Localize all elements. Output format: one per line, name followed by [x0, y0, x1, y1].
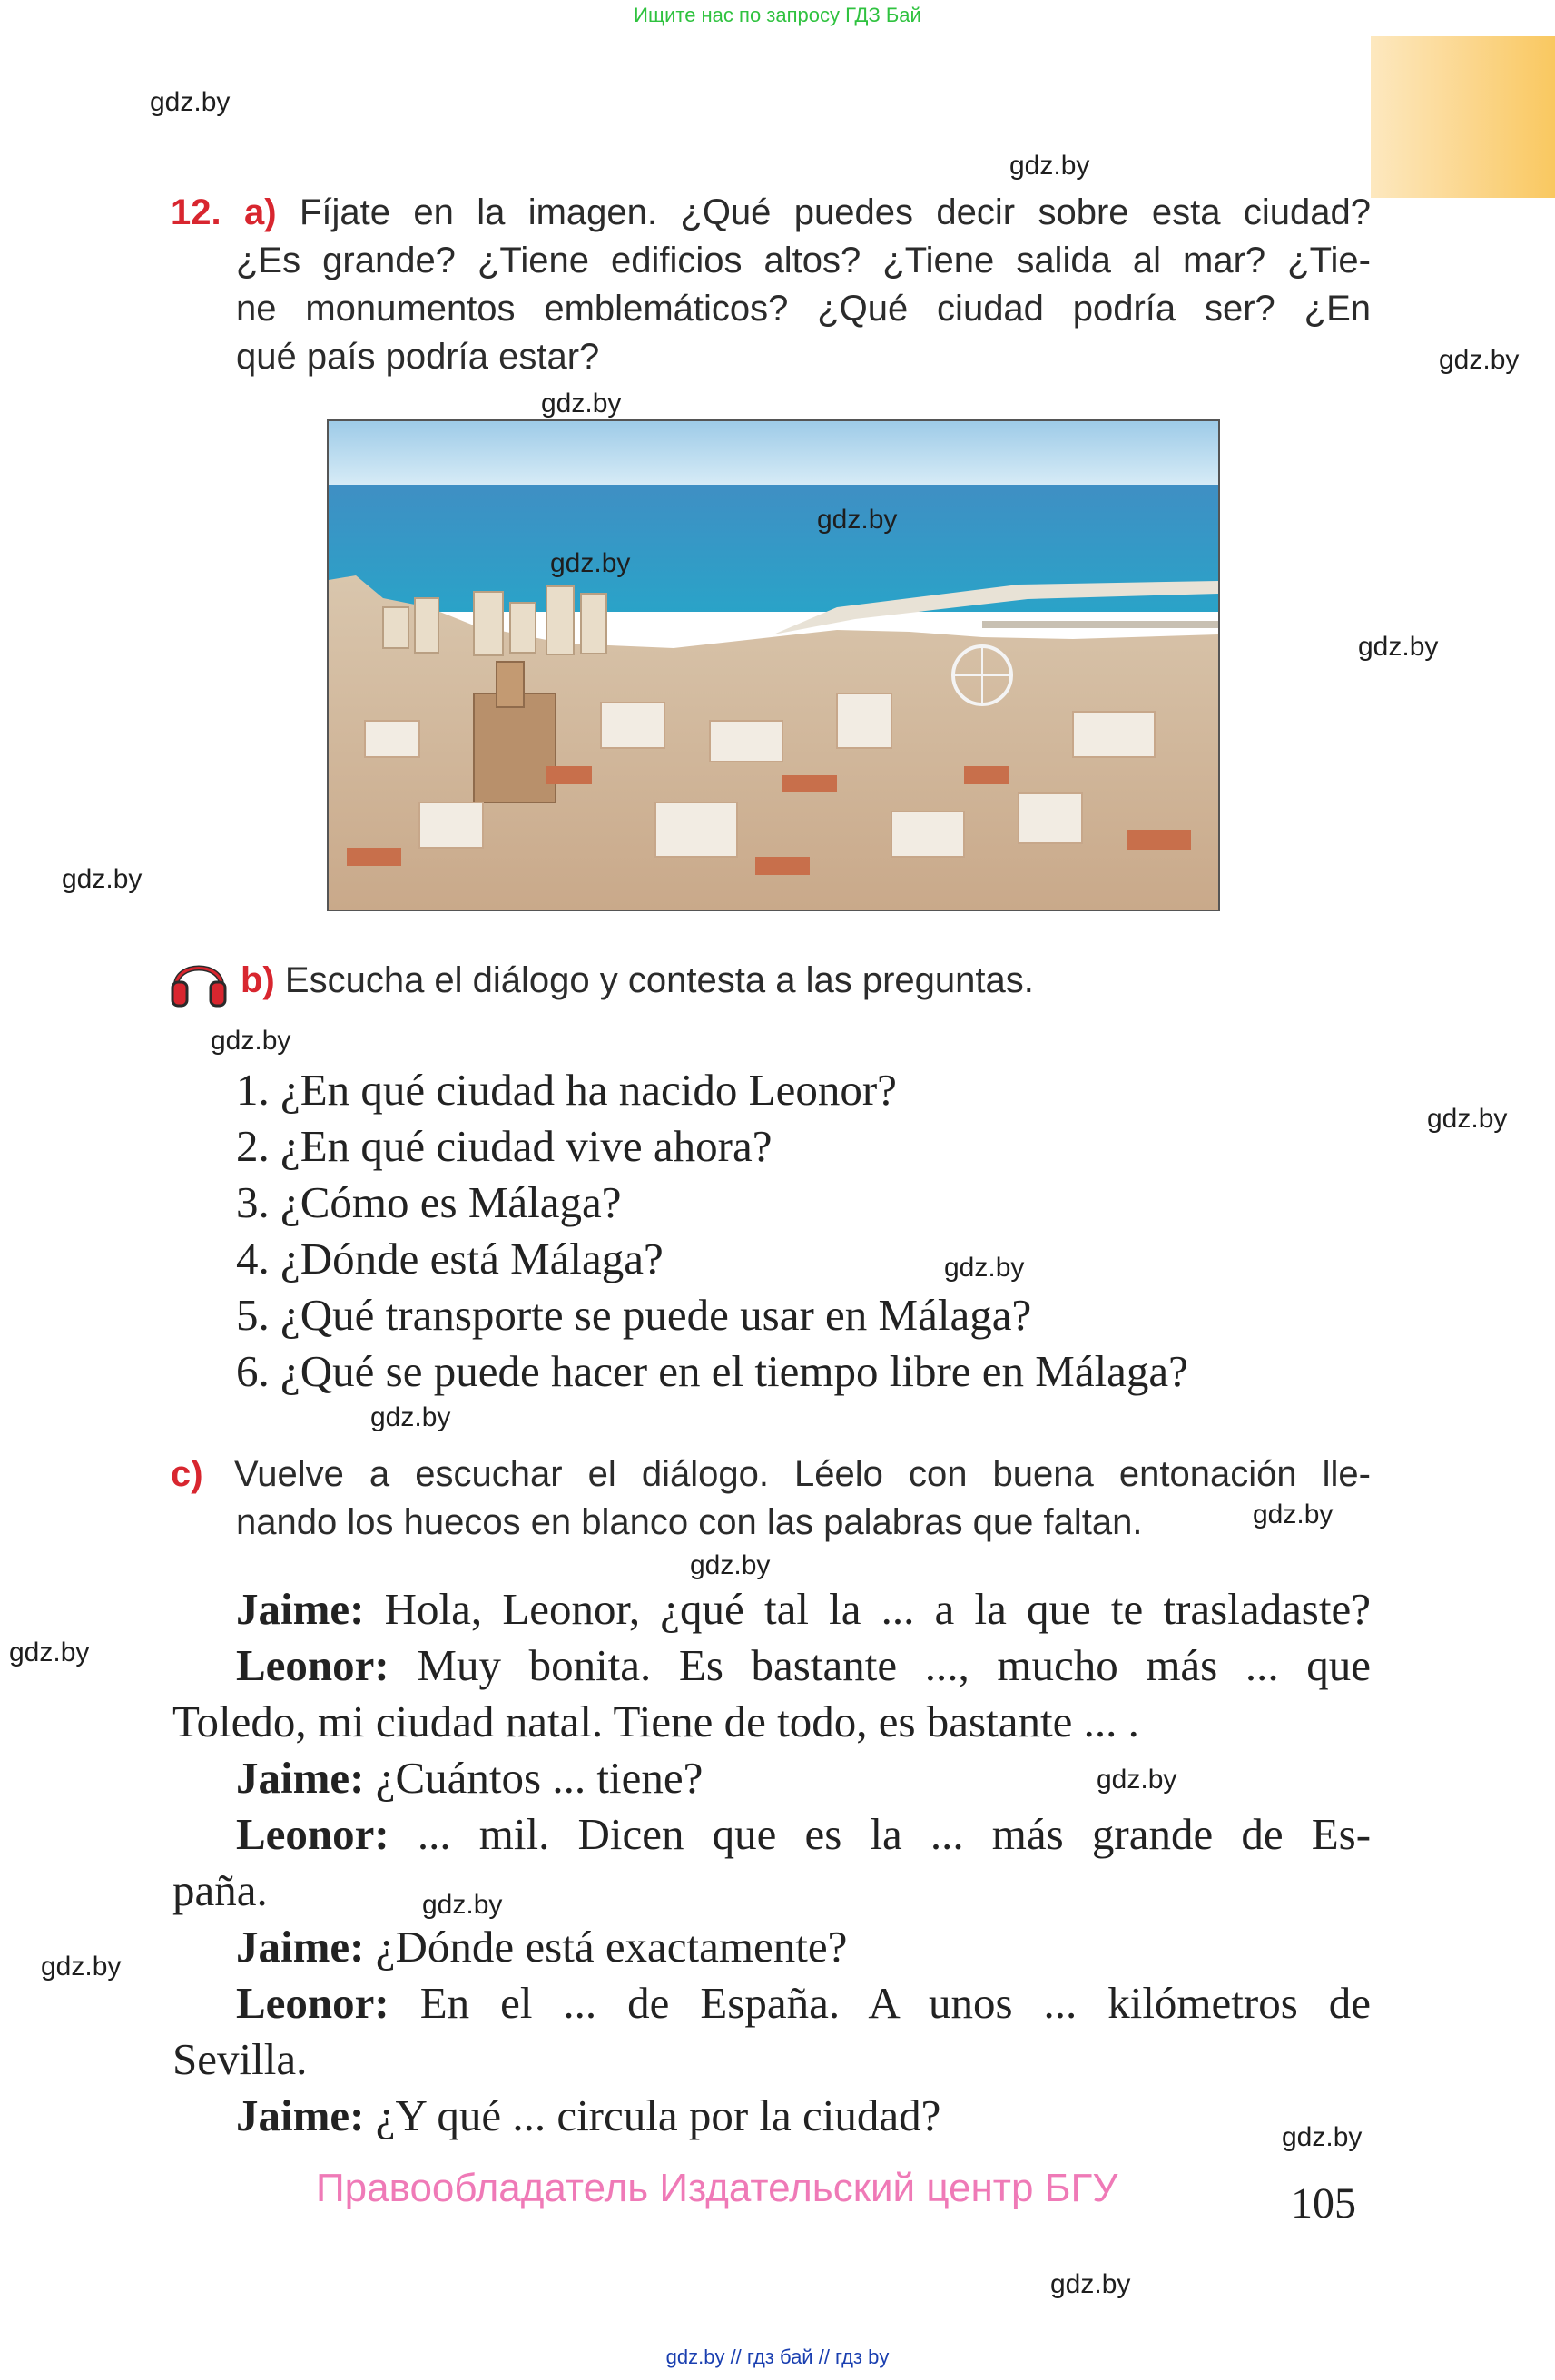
speaker-leonor: Leonor:	[236, 1809, 389, 1859]
headphones-icon	[169, 949, 229, 1009]
part-c-line: Vuelve a escuchar el diálogo. Léelo con buena entonación lle-	[234, 1454, 1371, 1494]
speaker-jaime: Jaime:	[236, 1922, 365, 1972]
watermark: gdz.by	[422, 1890, 503, 1920]
watermark: gdz.by	[9, 1637, 90, 1667]
dialogue-text: ... mil. Dicen que es la ... más grande de Es-	[417, 1809, 1372, 1859]
dialogue-text: En el ... de España. A unos ... kilómetros de	[419, 1978, 1372, 2028]
dialogue-line	[236, 1581, 1371, 1637]
dialogue	[172, 1581, 1371, 2144]
dialogue-text: Hola, Leonor, ¿qué tal la ... a la que te trasladaste?	[384, 1584, 1371, 1634]
watermark: gdz.by	[1009, 151, 1090, 181]
dialogue-line	[236, 1637, 1371, 1694]
part-b-label: b)	[241, 960, 275, 1000]
watermark: gdz.by	[1439, 345, 1520, 375]
speaker-jaime: Jaime:	[236, 1584, 365, 1634]
question-item: 1. ¿En qué ciudad ha nacido Leonor?	[236, 1065, 897, 1115]
watermark: gdz.by	[550, 548, 631, 578]
question-item: 3. ¿Cómo es Málaga?	[236, 1177, 622, 1227]
part-a-line: Fíjate en la imagen. ¿Qué puedes decir sobre esta ciudad?	[299, 192, 1371, 232]
part-a-line: ne monumentos emblemáticos? ¿Qué ciudad podría ser? ¿En	[236, 289, 1371, 329]
dialogue-line	[236, 1975, 1371, 2031]
top-banner[interactable]: Ищите нас по запросу ГДЗ Бай	[634, 4, 921, 26]
dialogue-text: Muy bonita. Es bastante ..., mucho más ... que	[417, 1640, 1371, 1690]
watermark: gdz.by	[1427, 1104, 1508, 1134]
watermark: gdz.by	[370, 1402, 451, 1432]
dialogue-line	[236, 1919, 1371, 1975]
copyright-footer: Правообладатель Издательский центр БГУ	[316, 2166, 1118, 2210]
question-item: 5. ¿Qué transporte se puede usar en Málaga?	[236, 1290, 1032, 1340]
dialogue-text: ¿Y qué ... circula por la ciudad?	[375, 2090, 941, 2140]
speaker-leonor: Leonor:	[236, 1640, 389, 1690]
part-a-line: ¿Es grande? ¿Tiene edificios altos? ¿Tiene salida al mar? ¿Tie-	[236, 241, 1371, 280]
corner-color-tab	[1371, 36, 1555, 198]
exercise-number: 12.	[171, 192, 221, 232]
part-c-label: c)	[171, 1454, 203, 1494]
dialogue-line: Toledo, mi ciudad natal. Tiene de todo, es bastante ... .	[172, 1696, 1139, 1746]
dialogue-line: Sevilla.	[172, 2034, 308, 2084]
watermark: gdz.by	[1358, 632, 1439, 662]
bottom-links[interactable]: gdz.by // гдз бай // гдз by	[665, 2346, 890, 2368]
watermark: gdz.by	[1253, 1500, 1334, 1529]
watermark: gdz.by	[1050, 2269, 1131, 2299]
question-item: 4. ¿Dónde está Málaga?	[236, 1234, 664, 1283]
part-b-text: Escucha el diálogo y contesta a las preguntas.	[284, 960, 1034, 1000]
speaker-leonor: Leonor:	[236, 1978, 389, 2028]
watermark: gdz.by	[541, 388, 622, 418]
part-c-line: nando los huecos en blanco con las palabras que faltan.	[236, 1502, 1143, 1542]
dialogue-line	[236, 1806, 1371, 1863]
dialogue-line	[236, 1750, 1371, 1806]
watermark: gdz.by	[211, 1026, 291, 1056]
watermark: gdz.by	[944, 1253, 1025, 1283]
watermark: gdz.by	[150, 87, 231, 117]
speaker-jaime: Jaime:	[236, 2090, 365, 2140]
part-c-instruction	[171, 1451, 1371, 1547]
question-item: 2. ¿En qué ciudad vive ahora?	[236, 1121, 773, 1171]
exercise-12a	[171, 189, 1371, 381]
question-item: 6. ¿Qué se puede hacer en el tiempo libre en Málaga?	[236, 1346, 1188, 1396]
dialogue-text: ¿Dónde está exactamente?	[375, 1922, 848, 1972]
watermark: gdz.by	[817, 505, 898, 535]
dialogue-line: paña.	[172, 1865, 268, 1915]
dialogue-line	[236, 2088, 1371, 2144]
watermark: gdz.by	[62, 864, 143, 894]
speaker-jaime: Jaime:	[236, 1753, 365, 1803]
watermark: gdz.by	[690, 1550, 771, 1580]
watermark: gdz.by	[1282, 2122, 1363, 2152]
part-a-line: qué país podría estar?	[236, 337, 600, 377]
page-number: 105	[1291, 2179, 1356, 2228]
watermark: gdz.by	[41, 1952, 122, 1982]
watermark: gdz.by	[1097, 1765, 1177, 1795]
part-a-label: a)	[243, 192, 277, 232]
city-photo	[327, 419, 1220, 911]
part-b-instruction	[241, 957, 1034, 1005]
dialogue-text: ¿Cuántos ... tiene?	[375, 1753, 704, 1803]
questions-list	[236, 1062, 1188, 1400]
